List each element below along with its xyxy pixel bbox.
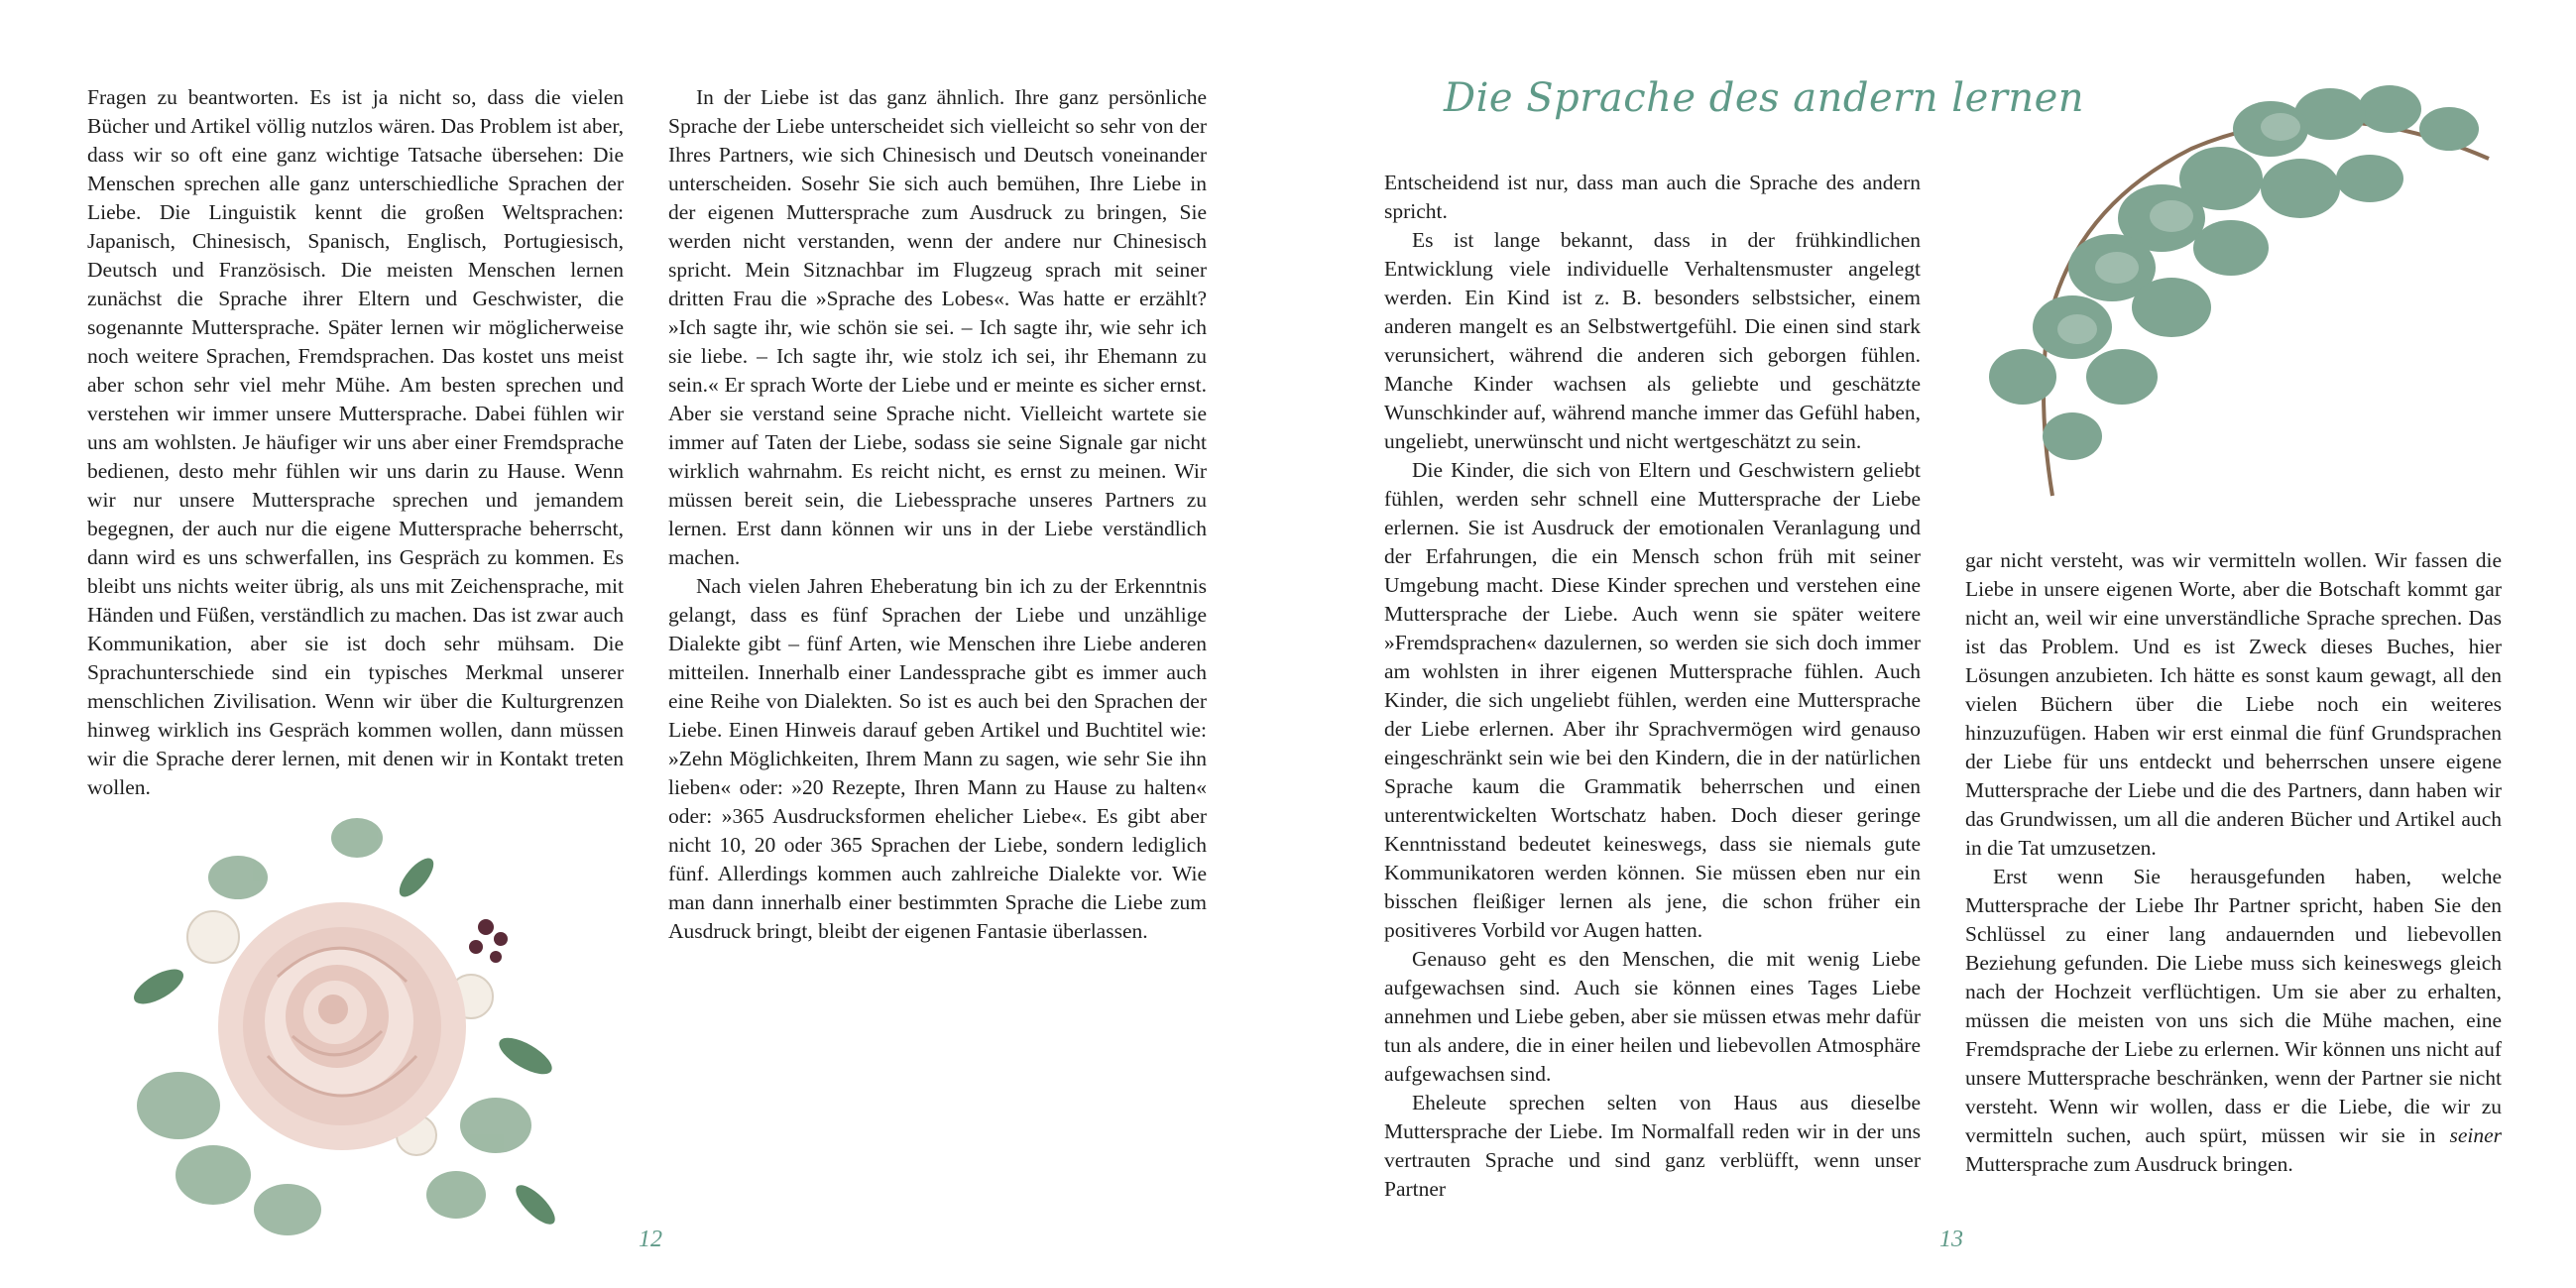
paragraph: Nach vielen Jahren Eheberatung bin ich zu der Erkenntnis gelangt, dass es fünf Sprachen der Liebe und unzählige Dialekte gibt – fünf Arten, wie Menschen ihre Liebe anderen mitteilen. Innerhalb einer Landessprache gibt es immer auch eine Reihe von Dialekten. So ist es auch bei den Sprachen der Liebe. Einen Hinweis darauf geben Artikel und Buchtitel wie: »Zehn Möglichkeiten, Ihrem Mann zu sagen, wie sehr Sie ihn lieben« oder: »20 Rezepte, Ihren Mann zu Hause zu halten« oder: »365 Ausdrucksformen ehelicher Liebe«. Es gibt aber nicht 10, 20 oder 365 Sprachen der Liebe, sondern lediglich fünf. Allerdings kommen auch zahlreiche Dialekte vor. Wie man dann innerhalb einer bestimmten Sprache die Liebe zum Ausdruck bringt, bleibt der eigenen Fantasie überlassen. <box>668 574 1207 943</box>
text-run: Muttersprache zum Ausdruck bringen. <box>1965 1152 2293 1176</box>
paragraph <box>1965 863 2502 1179</box>
page-number: 13 <box>1939 1227 1963 1252</box>
paragraph: In der Liebe ist das ganz ähnlich. Ihre ganz persönliche Sprache der Liebe unterscheidet sich vielleicht so sehr von der Ihres Partners, wie sich Chinesisch und Deutsch voneinander unterscheiden. Sosehr Sie sich auch bemühen, Ihre Liebe in der eigenen Muttersprache zum Ausdruck zu bringen, Sie werden nicht verstanden, wenn der andere nur Chinesisch spricht. Mein Sitznachbar im Flugzeug sprach mit seiner dritten Frau die »Sprache des Lobes«. Was hatte er erzählt? »Ich sagte ihr, wie schön sie sei. – Ich sagte ihr, wie sehr ich sie liebe. – Ich sagte ihr, wie stolz ich sei, ihr Ehemann zu sein.« Er sprach Worte der Liebe und er meinte es sicher ernst. Aber sie verstand seine Sprache nicht. Vielleicht wartete sie immer auf Taten der Liebe, sodass sie seine Signale gar nicht wirklich wahrnahm. Es reicht nicht, es ernst zu meinen. Wir müssen bereit sein, die Liebessprache unseres Partners zu lernen. Erst dann können wir uns in der Liebe verständlich machen. <box>668 85 1207 569</box>
chapter-heading: Die Sprache des andern lernen <box>1444 75 2085 121</box>
emphasis: seiner <box>2449 1123 2502 1147</box>
paragraph: Entscheidend ist nur, dass man auch die Sprache des andern spricht. <box>1384 171 1921 223</box>
left-column-1 <box>87 83 624 802</box>
paragraph: Es ist lange bekannt, dass in der frühkindlichen Entwicklung viele individuelle Verhaltensmuster angelegt werden. Ein Kind ist z. B. besonders selbstsicher, einem anderen mangelt es an Selbstwertgefühl. Die einen sind stark verunsichert, während die anderen sich geborgen fühlen. Manche Kinder wachsen als geliebte und geschätzte Wunschkinder auf, während manche immer das Gefühl haben, ungeliebt, unerwünscht und nicht wertgeschätzt zu sein. <box>1384 228 1921 453</box>
page-number: 12 <box>639 1227 662 1252</box>
text-run: Erst wenn Sie herausgefunden haben, welche Muttersprache der Liebe Ihr Partner spricht, haben Sie den Schlüssel zu einer lang andauernden und liebevollen Beziehung gefunden. Die Liebe muss sich keineswegs gleich nach der Hochzeit verflüchtigen. Um sie aber zu erhalten, müssen die meisten von uns sich die Mühe machen, eine Fremdsprache der Liebe zu erlernen. Wir können uns nicht auf unsere Muttersprache beschränken, wenn der Partner sie nicht versteht. Wenn wir wollen, dass er die Liebe, die wir zu vermitteln suchen, auch spürt, müssen wir sie in <box>1965 865 2502 1147</box>
rose-bouquet-illustration <box>119 808 585 1244</box>
paragraph: Die Kinder, die sich von Eltern und Geschwistern geliebt fühlen, werden sehr schnell eine Muttersprache der Liebe erlernen. Sie ist Ausdruck der emotionalen Veranlagung und der Erfahrungen, die ein Mensch schon früh mit seiner Umgebung macht. Diese Kinder sprechen und verstehen eine Muttersprache der Liebe. Auch wenn sie später weitere »Fremdsprachen« dazulernen, so werden sie sich doch immer am wohlsten in ihrer eigenen Muttersprache fühlen. Auch Kinder, die sich ungeliebt fühlen, werden eine Muttersprache der Liebe erlernen. Aber ihr Sprachvermögen wird genauso eingeschränkt sein wie bei den Kindern, die in der natürlichen Sprache kaum die Grammatik beherrschen und einen unterentwickelten Wortschatz haben. Doch dieser geringe Kenntnisstand bedeutet keineswegs, dass sie niemals gute Kommunikatoren werden können. Sie müssen eben nur ein bisschen fleißiger lernen als jene, die schon früher ein positiveres Vorbild vor Augen hatten. <box>1384 458 1921 942</box>
paragraph: Eheleute sprechen selten von Haus aus dieselbe Muttersprache der Liebe. Im Normalfall reden wir in der uns vertrauten Sprache und sind ganz verblüfft, wenn unser Partner <box>1384 1091 1921 1201</box>
right-column-1 <box>1384 169 1921 1204</box>
right-column-2 <box>1965 546 2502 1179</box>
paragraph: gar nicht versteht, was wir vermitteln wollen. Wir fassen die Liebe in unsere eigenen Worte, aber die Botschaft kommt gar nicht an, weil wir eine unverständliche Sprache sprechen. Das ist das Problem. Und es ist Zweck dieses Buches, hier Lösungen anzubieten. Ich hätte es sonst kaum gewagt, all den vielen Büchern über die Liebe noch ein weiteres hinzuzufügen. Haben wir erst einmal die fünf Grundsprachen der Liebe für uns entdeckt und beherrschen unsere eigene Muttersprache der Liebe und die des Partners, dann haben wir das Grundwissen, um all die anderen Bücher und Artikel auch in die Tat umzusetzen. <box>1965 548 2502 860</box>
paragraph: Fragen zu beantworten. Es ist ja nicht so, dass die vielen Bücher und Artikel völlig nutzlos wären. Das Problem ist aber, dass wir so oft eine ganz wichtige Tatsache übersehen: Die Menschen sprechen alle ganz unterschiedliche Sprachen der Liebe. Die Linguistik kennt die großen Weltsprachen: Japanisch, Chinesisch, Spanisch, Englisch, Portugiesisch, Deutsch und Französisch. Die meisten Menschen lernen zunächst die Sprache ihrer Eltern und Geschwister, die sogenannte Muttersprache. Später lernen wir möglicherweise noch weitere Sprachen, Fremdsprachen. Das kostet uns meist aber schon sehr viel mehr Mühe. Am besten sprechen und verstehen wir immer unsere Muttersprache. Dabei fühlen wir uns am wohlsten. Je häufiger wir uns aber einer Fremdsprache bedienen, desto mehr fühlen wir uns darin zu Hause. Wenn wir nur unsere Muttersprache sprechen und jemandem begegnen, der auch nur die eigene Muttersprache beherrscht, dann wird es uns schwerfallen, ins Gespräch zu kommen. Es bleibt uns nichts weiter übrig, als uns mit Zeichensprache, mit Händen und Füßen, verständlich zu machen. Das ist zwar auch Kommunikation, aber sie ist doch sehr mühsam. Die Sprachunterschiede sind ein typisches Merkmal unserer menschlichen Zivilisation. Wenn wir über die Kulturgrenzen hinweg wirklich ins Gespräch kommen wollen, dann müssen wir die Sprache derer lernen, mit denen wir in Kontakt treten wollen. <box>87 85 624 799</box>
paragraph: Genauso geht es den Menschen, die mit wenig Liebe aufgewachsen sind. Auch sie können eines Tages Liebe annehmen und Liebe geben, aber sie müssen etwas mehr dafür tun als andere, die in einer heilen und liebevollen Atmosphäre aufgewachsen sind. <box>1384 947 1921 1086</box>
left-column-2 <box>668 83 1207 946</box>
eucalyptus-branch-illustration <box>1953 69 2509 506</box>
